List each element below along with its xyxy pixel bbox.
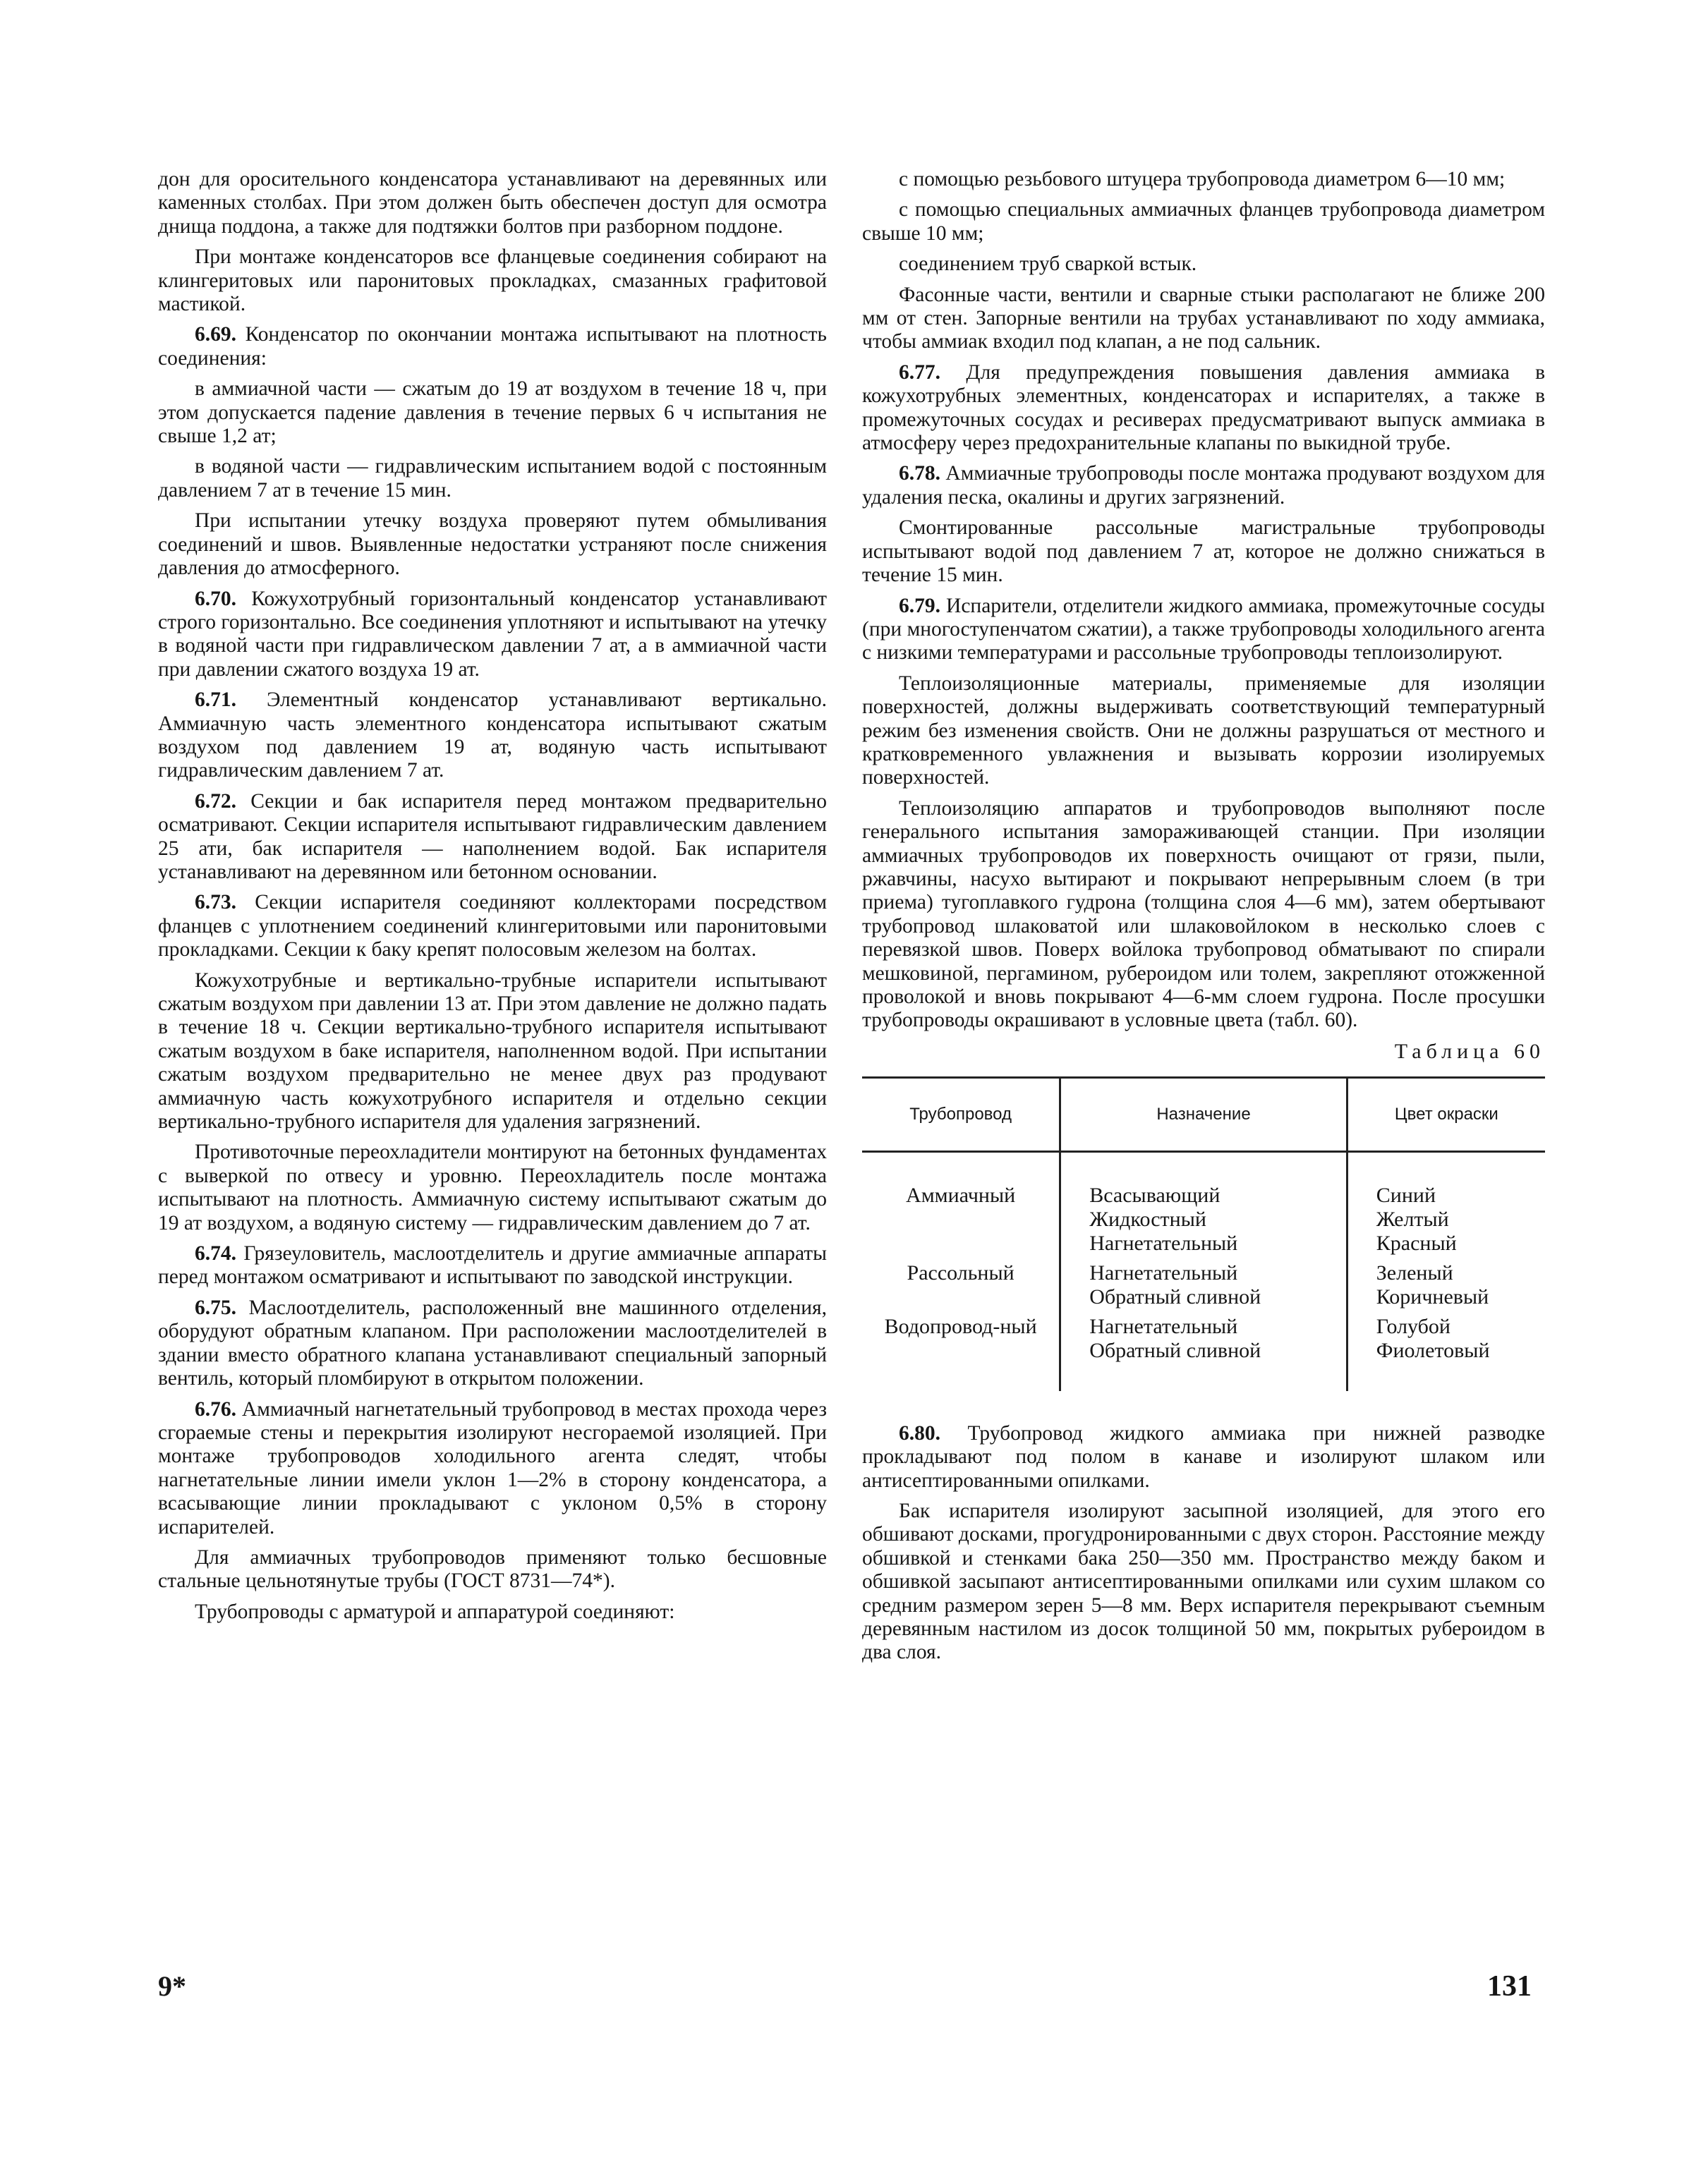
paragraph xyxy=(158,323,827,370)
table-row xyxy=(862,1309,1545,1339)
section-number: 6.75. xyxy=(195,1296,236,1319)
paragraph-text: Бак испарителя изолируют засыпной изоляцией, для этого его обшивают досками, прогудронированными с двух сторон. Расстояние между обшивкой и стенками бака 250—350 мм. Пространство между баком и обшивкой засыпают антисептированными опилками или сухим шлаком со средним размером зерен 5—8 мм. Верх испарителя перекрывают съемным деревянным настилом из досок толщиной 50 мм, покрытых рубероидом в два слоя. xyxy=(862,1500,1545,1664)
table-row xyxy=(862,1232,1545,1256)
paragraph-text: Теплоизоляционные материалы, применяемые для изоляции поверхностей, должны выдерживать соответствующий температурный режим без изменения свойств. Они не должны разрушаться от местного и кратковременного увлажнения и вызывать коррозии изолируемых поверхностей. xyxy=(862,672,1545,789)
paragraph-text: При испытании утечку воздуха проверяют путем обмыливания соединений и швов. Выявленные недостатки устраняют после снижения давления до атмосферного. xyxy=(158,509,827,580)
paragraph-text: дон для оросительного конденсатора устанавливают на деревянных или каменных столбах. При этом должен быть обеспечен доступ для осмотра днища поддона, а также для подтяжки болтов при разборном поддоне. xyxy=(158,168,827,238)
table-row xyxy=(862,1151,1545,1208)
paragraph xyxy=(158,1398,827,1539)
cell-pipeline xyxy=(862,1232,1060,1256)
section-number: 6.77. xyxy=(899,360,940,384)
section-number: 6.78. xyxy=(899,462,940,485)
color-coding-table xyxy=(862,1076,1545,1391)
paragraph-text: Аммиачные трубопроводы после монтажа продувают воздухом для удаления песка, окалины и других загрязнений. xyxy=(862,462,1545,509)
section-number: 6.73. xyxy=(195,891,236,914)
paragraph xyxy=(862,1500,1545,1665)
cell-pipeline: Водопровод-ный xyxy=(884,1314,1037,1338)
paragraph-text: Теплоизоляцию аппаратов и трубопроводов выполняют после генерального испытания замораживающей станции. При изоляции аммиачных трубопроводов их поверхность очищают от грязи, пыли, ржавчины, насухо вытирают и покрывают непрерывным слоем (в три приема) тугоплавкого гудрона (толщина слоя 4—6 мм), затем обертывают трубопровод шлаковатой или шлаковойлоком в несколько слоев с перевязкой швов. Поверх войлока трубопровод обматывают по спирали мешковиной, пергамином, рубероидом или толем, закрепляют отожженной проволокой и вновь покрывают 4—6-мм слоем гудрона. После просушки трубопроводы окрашивают в условные цвета (табл. 60). xyxy=(862,796,1545,1032)
cell-pipeline: Аммиачный xyxy=(906,1183,1016,1207)
paragraph xyxy=(158,790,827,885)
table-header-color: Цвет окраски xyxy=(1347,1077,1545,1151)
table-header-purpose: Назначение xyxy=(1060,1077,1347,1151)
cell-purpose: Всасывающий xyxy=(1060,1151,1347,1208)
right-column xyxy=(862,168,1545,1672)
paragraph xyxy=(862,797,1545,1033)
cell-color: Коричневый xyxy=(1347,1285,1545,1309)
paragraph xyxy=(158,509,827,580)
cell-color: Синий xyxy=(1347,1151,1545,1208)
paragraph xyxy=(158,688,827,783)
cell-pipeline xyxy=(862,1208,1060,1232)
paragraph-text: Секции испарителя соединяют коллекторами посредством фланцев с уплотнением соединений клингеритовыми или паронитовыми прокладками. Секции к баку крепят полосовым железом на болтах. xyxy=(158,891,828,961)
cell-purpose: Обратный сливной xyxy=(1060,1339,1347,1391)
paragraph-text: с помощью резьбового штуцера трубопровода диаметром 6—10 мм; xyxy=(899,168,1506,190)
paragraph xyxy=(862,595,1545,665)
page-number: 131 xyxy=(1487,1970,1532,2003)
paragraph xyxy=(862,672,1545,790)
right-column-bottom-text xyxy=(862,1422,1545,1665)
paragraph-text: Кожухотрубный горизонтальный конденсатор устанавливают строго горизонтально. Все соединения уплотняют и испытывают на утечку в водяной части при гидравлическом давлении 7 ат, а в аммиачной части при давлении сжатого воздуха 19 ат. xyxy=(158,587,828,681)
paragraph-text: Для предупреждения повышения давления аммиака в кожухотрубных элементных, конденсаторах и испарителях, а также в промежуточных сосудах и ресиверах предусматривают выпуск аммиака в атмосферу через предохранительные клапаны по выкидной трубе. xyxy=(862,360,1546,455)
table-row xyxy=(862,1339,1545,1391)
section-number: 6.69. xyxy=(195,323,236,346)
paragraph xyxy=(862,361,1545,456)
paragraph xyxy=(158,588,827,682)
paragraph xyxy=(862,168,1545,191)
paragraph xyxy=(158,969,827,1134)
table-row xyxy=(862,1208,1545,1232)
paragraph-text: с помощью специальных аммиачных фланцев трубопровода диаметром свыше 10 мм; xyxy=(862,198,1545,245)
paragraph-text: Фасонные части, вентили и сварные стыки располагают не ближе 200 мм от стен. Запорные вентили на трубах устанавливают по ходу аммиака, чтобы аммиак входил под клапан, а не под сальник. xyxy=(862,283,1545,353)
section-number: 6.72. xyxy=(195,789,236,813)
cell-purpose: Нагнетательный xyxy=(1060,1309,1347,1339)
paragraph-text: Секции и бак испарителя перед монтажом предварительно осматривают. Секции испарителя испытывают гидравлическим давлением 25 ати, бак испарителя — наполнением водой. Бак испарителя устанавливают на деревянном или бетонном основании. xyxy=(158,789,827,883)
cell-purpose: Жидкостный xyxy=(1060,1208,1347,1232)
paragraph xyxy=(158,455,827,502)
paragraph xyxy=(158,1242,827,1289)
paragraph-text: Трубопровод жидкого аммиака при нижней разводке прокладывают под полом в канаве и изолируют шлаком или антисептированными опилками. xyxy=(862,1421,1546,1492)
paragraph-text: При монтаже конденсаторов все фланцевые соединения собирают на клингеритовых или паронитовых прокладках, смазанных графитовой мастикой. xyxy=(158,245,827,316)
paragraph-text: в водяной части — гидравлическим испытанием водой с постоянным давлением 7 ат в течение 15 мин. xyxy=(158,455,827,502)
paragraph-text: Трубопроводы с арматурой и аппаратурой соединяют: xyxy=(195,1600,675,1623)
paragraph-text: Элементный конденсатор устанавливают вертикально. Аммиачную часть элементного конденсатора испытывают сжатым воздухом под давлением 19 ат, водяную часть испытывают гидравлическим давлением 7 ат. xyxy=(158,688,828,782)
paragraph-text: Кожухотрубные и вертикально-трубные испарители испытывают сжатым воздухом при давлении 13 ат. При этом давление не должно падать в течение 18 ч. Секции вертикально-трубного испарителя испытывают сжатым воздухом в баке испарителя, наполненном водой. При испытании сжатым воздухом предварительно не менее двух раз продувают аммиачную часть кожухотрубного испарителя и отдельно секции вертикально-трубного испарителя для удаления загрязнений. xyxy=(158,969,827,1134)
paragraph xyxy=(862,1422,1545,1493)
paragraph-text: соединением труб сваркой встык. xyxy=(899,253,1197,276)
paragraph-text: Маслоотделитель, расположенный вне машинного отделения, оборудуют обратным клапаном. При расположении маслоотделителей в здании вместо обратного клапана устанавливают специальный запорный вентиль, который пломбируют в открытом положении. xyxy=(158,1296,827,1390)
table-row xyxy=(862,1256,1545,1285)
paragraph xyxy=(862,462,1545,509)
section-number: 6.71. xyxy=(195,688,236,712)
cell-pipeline xyxy=(862,1285,1060,1309)
paragraph-text: Для аммиачных трубопроводов применяют только бесшовные стальные цельнотянутые трубы (ГОСТ 8731—74*). xyxy=(158,1546,827,1593)
left-column xyxy=(158,168,827,1631)
paragraph xyxy=(158,1297,827,1391)
paragraph-text: Смонтированные рассольные магистральные трубопроводы испытывают водой под давлением 7 ат, которое не должно снижаться в течение 15 мин. xyxy=(862,516,1545,587)
paragraph xyxy=(158,1141,827,1235)
paragraph xyxy=(862,516,1545,587)
table-row xyxy=(862,1285,1545,1309)
paragraph xyxy=(158,168,827,238)
paragraph-text: Конденсатор по окончании монтажа испытывают на плотность соединения: xyxy=(158,323,828,370)
paragraph-text: Аммиачный нагнетательный трубопровод в местах прохода через сгораемые стены и перекрытия изолируют несгораемой изоляцией. При монтаже трубопроводов холодильного агента следят, чтобы нагнетательные линии имели уклон 1—2% в сторону конденсатора, а всасывающие линии прокладывают с уклоном 0,5% в сторону испарителей. xyxy=(158,1397,828,1538)
cell-pipeline xyxy=(862,1339,1060,1391)
paragraph xyxy=(158,377,827,448)
cell-pipeline: Рассольный xyxy=(907,1261,1014,1285)
paragraph xyxy=(862,284,1545,354)
cell-color: Зеленый xyxy=(1347,1256,1545,1285)
section-number: 6.76. xyxy=(195,1397,236,1421)
cell-color: Желтый xyxy=(1347,1208,1545,1232)
section-number: 6.74. xyxy=(195,1242,236,1265)
paragraph xyxy=(862,198,1545,245)
paragraph-text: Противоточные переохладители монтируют на бетонных фундаментах с выверкой по отвесу и уровню. Переохладитель после монтажа испытывают на плотность. Аммиачную систему испытывают сжатым до 19 ат воздухом, а водяную систему — гидравлическим давлением до 7 ат. xyxy=(158,1141,827,1234)
paragraph-text: в аммиачной части — сжатым до 19 ат воздухом в течение 18 ч, при этом допускается падение давления в течение первых 6 ч испытания не свыше 1,2 ат; xyxy=(158,377,827,448)
section-number: 6.80. xyxy=(899,1421,940,1445)
table-caption: Таблица 60 xyxy=(1394,1039,1545,1063)
section-number: 6.70. xyxy=(195,587,236,610)
cell-color: Фиолетовый xyxy=(1347,1339,1545,1391)
table-body xyxy=(862,1151,1545,1391)
section-number: 6.79. xyxy=(899,594,940,617)
paragraph xyxy=(158,245,827,316)
paragraph xyxy=(862,253,1545,276)
cell-color: Красный xyxy=(1347,1232,1545,1256)
right-column-top-text xyxy=(862,168,1545,1033)
cell-color: Голубой xyxy=(1347,1309,1545,1339)
table-header-pipeline: Трубопровод xyxy=(862,1077,1060,1151)
cell-purpose: Обратный сливной xyxy=(1060,1285,1347,1309)
table-header-row xyxy=(862,1077,1545,1151)
paragraph-text: Испарители, отделители жидкого аммиака, промежуточные сосуды (при многоступенчатом сжатии), а также трубопроводы холодильного агента с низкими температурами и рассольные трубопроводы теплоизолируют. xyxy=(862,594,1545,664)
paragraph xyxy=(158,1546,827,1594)
paragraph-text: Грязеуловитель, маслоотделитель и другие аммиачные аппараты перед монтажом осматривают и испытывают по заводской инструкции. xyxy=(158,1242,828,1289)
cell-purpose: Нагнетательный xyxy=(1060,1256,1347,1285)
paragraph xyxy=(158,1601,827,1624)
cell-purpose: Нагнетательный xyxy=(1060,1232,1347,1256)
printer-signature-mark: 9* xyxy=(158,1970,186,2002)
paragraph xyxy=(158,891,827,961)
